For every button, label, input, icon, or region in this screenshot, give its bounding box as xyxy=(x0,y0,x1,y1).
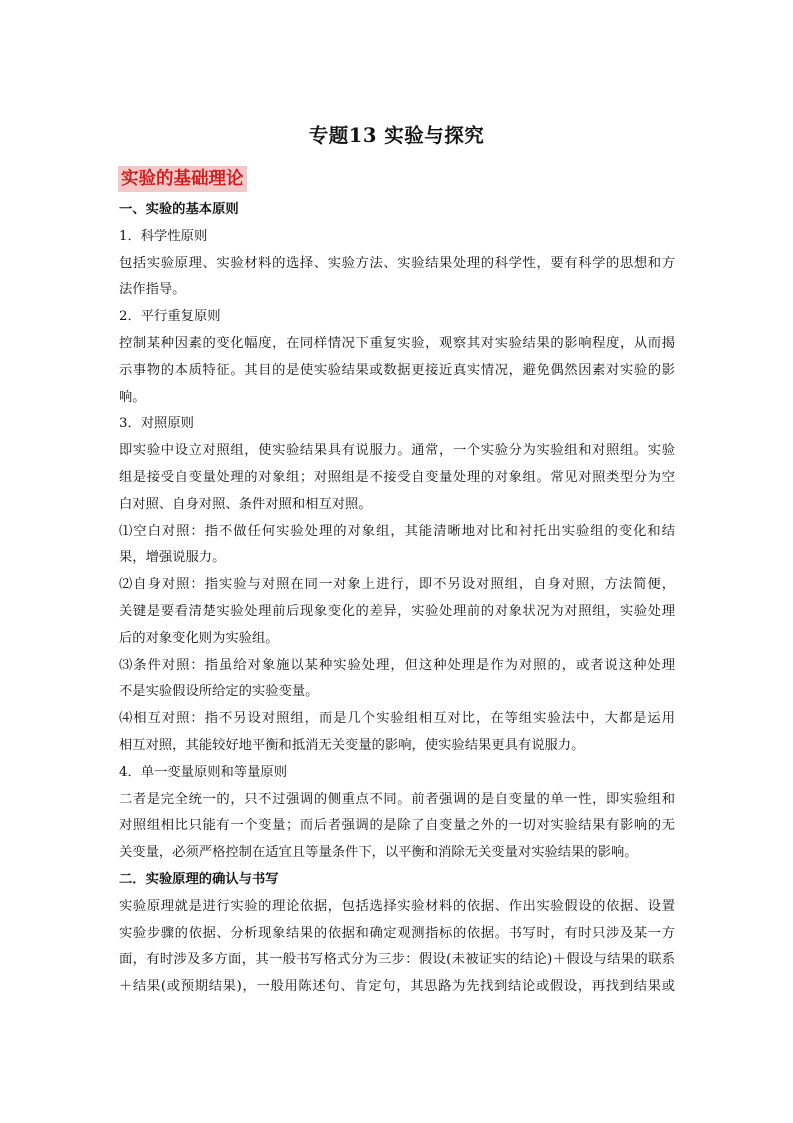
text-line: 关变量，必须严格控制在适宜且等量条件下，以平衡和消除无关变量对实验结果的影响。 xyxy=(119,845,638,861)
text-line: 后的对象变化则为实验组。 xyxy=(119,630,279,646)
text-line: ⑵自身对照：指实验与对照在同一对象上进行，即不另设对照组，自身对照，方法简便， xyxy=(119,577,675,593)
text-line: 关键是要看清楚实验处理前后现象变化的差异，实验处理前的对象状况为对照组，实验处理 xyxy=(119,603,675,619)
text-line: 相互对照，其能较好地平衡和抵消无关变量的影响，使实验结果更具有说服力。 xyxy=(119,737,585,753)
page-title: 专题13 实验与探究 xyxy=(308,124,485,147)
text-line: 响。 xyxy=(119,389,146,405)
text-line: 实验原理就是进行实验的理论依据，包括选择实验材料的依据、作出实验假设的依据、设置 xyxy=(119,898,675,914)
text-line: 4．单一变量原则和等量原则 xyxy=(119,764,288,780)
text-line: 果，增强说服力。 xyxy=(119,550,226,566)
section-heading: 二．实验原理的确认与书写 xyxy=(119,871,279,887)
section-banner: 实验的基础理论 xyxy=(118,166,247,192)
text-line: 实验步骤的依据、分析现象结果的依据和确定观测指标的依据。书写时，有时只涉及某一方 xyxy=(119,925,675,941)
text-line: 包括实验原理、实验材料的选择、实验方法、实验结果处理的科学性，要有科学的思想和方 xyxy=(119,255,675,271)
text-line: ⑴空白对照：指不做任何实验处理的对象组，其能清晰地对比和衬托出实验组的变化和结 xyxy=(119,523,675,539)
text-line: 二者是完全统一的，只不过强调的侧重点不同。前者强调的是自变量的单一性，即实验组和 xyxy=(119,791,675,807)
text-line: 对照组相比只能有一个变量；而后者强调的是除了自变量之外的一切对实验结果有影响的无 xyxy=(119,818,675,834)
text-line: 法作指导。 xyxy=(119,282,186,298)
text-line: ＋结果(或预期结果)，一般用陈述句、肯定句，其思路为先找到结论或假设，再找到结果或 xyxy=(119,979,675,995)
text-line: 3．对照原则 xyxy=(119,416,194,432)
text-line: ⑶条件对照：指虽给对象施以某种实验处理，但这种处理是作为对照的，或者说这种处理 xyxy=(119,657,675,673)
text-line: 不是实验假设所给定的实验变量。 xyxy=(119,684,319,700)
text-line: 即实验中设立对照组，使实验结果具有说服力。通常，一个实验分为实验组和对照组。实验 xyxy=(119,443,675,459)
section-heading: 一、实验的基本原则 xyxy=(119,202,239,217)
text-line: 控制某种因素的变化幅度，在同样情况下重复实验，观察其对实验结果的影响程度，从而揭 xyxy=(119,335,675,351)
text-line: 组是接受自变量处理的对象组；对照组是不接受自变量处理的对象组。常见对照类型分为空 xyxy=(119,469,675,485)
body-text xyxy=(119,197,675,1001)
text-line: 白对照、自身对照、条件对照和相互对照。 xyxy=(119,496,372,512)
text-line: 1．科学性原则 xyxy=(119,228,208,244)
text-line: ⑷相互对照：指不另设对照组，而是几个实验组相互对比，在等组实验法中，大都是运用 xyxy=(119,711,675,727)
text-line: 示事物的本质特征。其目的是使实验结果或数据更接近真实情况，避免偶然因素对实验的影 xyxy=(119,362,675,378)
text-line: 面，有时涉及多方面，其一般书写格式分为三步：假设(未被证实的结论)＋假设与结果的联系 xyxy=(119,952,675,968)
text-line: 2．平行重复原则 xyxy=(119,309,221,325)
